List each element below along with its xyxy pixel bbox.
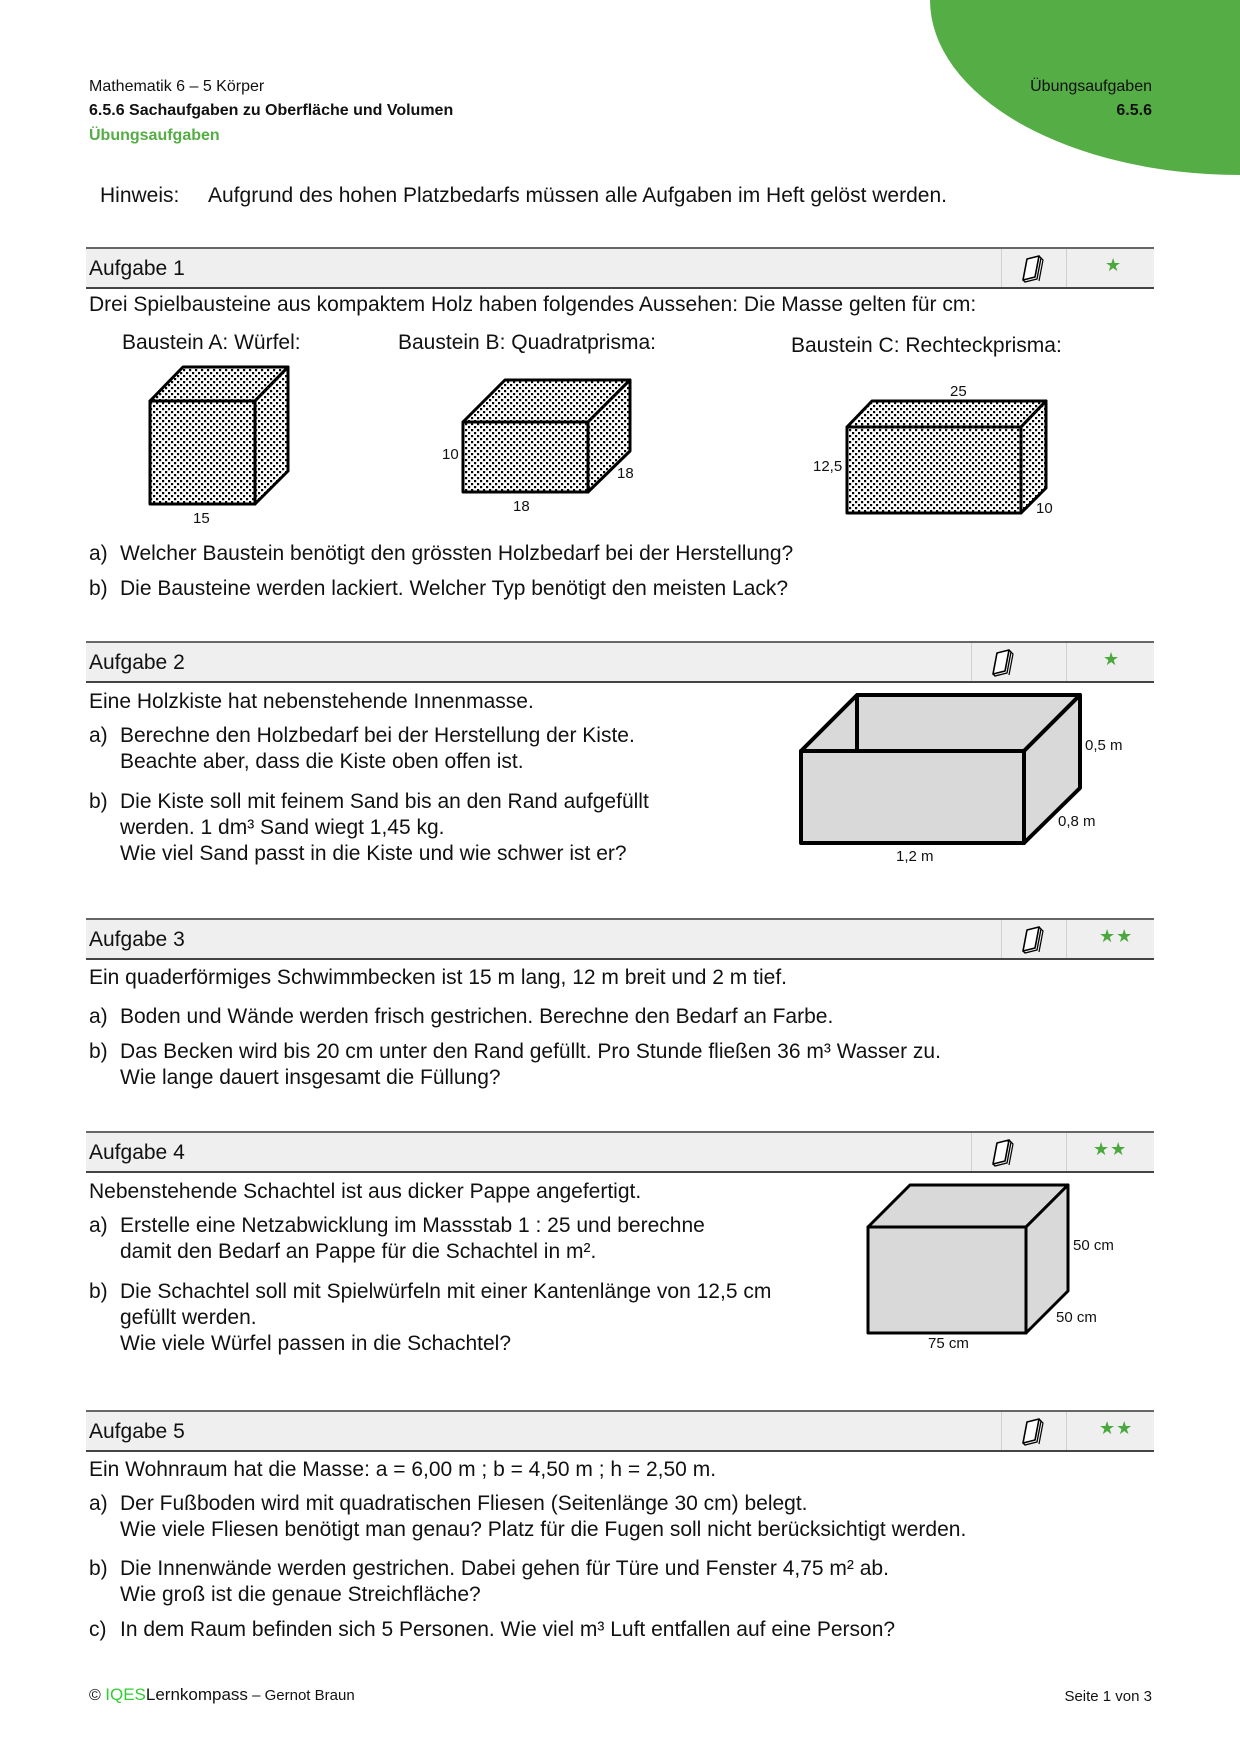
item-text: Wie groß ist die genaue Streichfläche? bbox=[120, 1583, 481, 1606]
item-text: Die Innenwände werden gestrichen. Dabei gehen für Türe und Fenster 4,75 m² ab. bbox=[120, 1557, 889, 1580]
task-title: Aufgabe 5 bbox=[89, 1420, 185, 1443]
box-depth-label: 50 cm bbox=[1056, 1309, 1097, 1326]
item-text: Der Fußboden wird mit quadratischen Fliesen (Seitenlänge 30 cm) belegt. bbox=[120, 1492, 808, 1515]
task-intro: Ein quaderförmiges Schwimmbecken ist 15 m lang, 12 m breit und 2 m tief. bbox=[89, 966, 787, 989]
task-5-item-c bbox=[89, 1617, 1149, 1643]
block-a-label: Baustein A: Würfel: bbox=[122, 331, 301, 354]
task-intro: Eine Holzkiste hat nebenstehende Innenmasse. bbox=[89, 690, 534, 713]
item-text: Berechne den Holzbedarf bei der Herstellung der Kiste. bbox=[120, 724, 635, 747]
brand-lernkompass: Lernkompass bbox=[145, 1685, 248, 1704]
item-text: Wie viel Sand passt in die Kiste und wie schwer ist er? bbox=[120, 842, 627, 865]
task-intro: Ein Wohnraum hat die Masse: a = 6,00 m ; b = 4,50 m ; h = 2,50 m. bbox=[89, 1458, 717, 1481]
item-letter: c) bbox=[89, 1618, 107, 1641]
box-length-label: 75 cm bbox=[928, 1335, 969, 1352]
difficulty-stars: ★ bbox=[1103, 649, 1121, 669]
task-5-header bbox=[86, 1410, 1154, 1452]
block-c-height: 12,5 bbox=[813, 458, 843, 475]
brand-iqes: IQES bbox=[105, 1685, 146, 1704]
box-height-label: 50 cm bbox=[1073, 1237, 1114, 1254]
course-title: Mathematik 6 – 5 Körper bbox=[89, 78, 265, 95]
difficulty-stars: ★★ bbox=[1093, 1139, 1128, 1159]
item-text: Die Bausteine werden lackiert. Welcher Typ benötigt den meisten Lack? bbox=[120, 577, 789, 600]
item-text: Die Kiste soll mit feinem Sand bis an den Rand aufgefüllt bbox=[120, 790, 649, 813]
item-letter: a) bbox=[89, 542, 108, 565]
footer-credit bbox=[89, 1685, 355, 1705]
item-letter: a) bbox=[89, 1214, 108, 1237]
block-c-length: 25 bbox=[950, 383, 967, 400]
difficulty-stars: ★★ bbox=[1099, 1418, 1134, 1438]
badge-type: Übungsaufgaben bbox=[1030, 78, 1152, 95]
box-height-label: 0,5 m bbox=[1085, 737, 1123, 754]
task-5-item-a bbox=[89, 1491, 1149, 1543]
item-text: Wie lange dauert insgesamt die Füllung? bbox=[120, 1066, 501, 1089]
box-depth-label: 0,8 m bbox=[1058, 813, 1096, 830]
page-number: Seite 1 von 3 bbox=[1064, 1688, 1152, 1705]
item-text: Erstelle eine Netzabwicklung im Massstab 1 : 25 und berechne bbox=[120, 1214, 705, 1237]
notebook-icon bbox=[1019, 1418, 1049, 1446]
item-letter: b) bbox=[89, 1040, 108, 1063]
task-title: Aufgabe 2 bbox=[89, 651, 185, 674]
hint-text: Aufgrund des hohen Platzbedarfs müssen alle Aufgaben im Heft gelöst werden. bbox=[208, 184, 947, 207]
block-b-length: 18 bbox=[513, 498, 530, 515]
task-intro: Drei Spielbausteine aus kompaktem Holz haben folgendes Aussehen: Die Masse gelten für cm: bbox=[89, 293, 977, 316]
block-b-height: 10 bbox=[442, 446, 459, 463]
task-title: Aufgabe 3 bbox=[89, 928, 185, 951]
item-text: Boden und Wände werden frisch gestrichen. Berechne den Bedarf an Farbe. bbox=[120, 1005, 834, 1028]
item-text: Das Becken wird bis 20 cm unter den Rand gefüllt. Pro Stunde fließen 36 m³ Wasser zu. bbox=[120, 1040, 941, 1063]
task-5-item-b bbox=[89, 1556, 1149, 1608]
item-letter: a) bbox=[89, 1492, 108, 1515]
task-title: Aufgabe 1 bbox=[89, 257, 185, 280]
item-letter: b) bbox=[89, 790, 108, 813]
task-intro: Nebenstehende Schachtel ist aus dicker Pappe angefertigt. bbox=[89, 1180, 642, 1203]
item-letter: a) bbox=[89, 1005, 108, 1028]
item-text: Wie viele Würfel passen in die Schachtel? bbox=[120, 1332, 512, 1355]
task-title: Aufgabe 4 bbox=[89, 1141, 185, 1164]
badge-number: 6.5.6 bbox=[1116, 102, 1152, 119]
block-b-depth: 18 bbox=[617, 465, 634, 482]
item-text: Welcher Baustein benötigt den grössten Holzbedarf bei der Herstellung? bbox=[120, 542, 794, 565]
box-length-label: 1,2 m bbox=[896, 848, 934, 865]
item-text: damit den Bedarf an Pappe für die Schachtel in m². bbox=[120, 1240, 597, 1263]
hint-label: Hinweis: bbox=[100, 184, 180, 207]
block-c-label: Baustein C: Rechteckprisma: bbox=[791, 334, 1062, 357]
item-text: Beachte aber, dass die Kiste oben offen ist. bbox=[120, 750, 524, 773]
item-text: Die Schachtel soll mit Spielwürfeln mit einer Kantenlänge von 12,5 cm bbox=[120, 1280, 772, 1303]
worksheet-type: Übungsaufgaben bbox=[89, 127, 220, 144]
chapter-title: 6.5.6 Sachaufgaben zu Oberfläche und Volumen bbox=[89, 102, 454, 119]
item-letter: b) bbox=[89, 1280, 108, 1303]
item-letter: a) bbox=[89, 724, 108, 747]
divider bbox=[1001, 1412, 1002, 1450]
author: – Gernot Braun bbox=[247, 1687, 355, 1704]
item-text: gefüllt werden. bbox=[120, 1306, 257, 1329]
difficulty-stars: ★★ bbox=[1099, 926, 1134, 946]
item-letter: b) bbox=[89, 1557, 108, 1580]
block-a-edge: 15 bbox=[193, 510, 210, 527]
item-text: Wie viele Fliesen benötigt man genau? Platz für die Fugen soll nicht berücksichtigt werden. bbox=[120, 1518, 967, 1541]
block-c-depth: 10 bbox=[1036, 500, 1053, 517]
item-text: werden. 1 dm³ Sand wiegt 1,45 kg. bbox=[120, 816, 445, 839]
divider bbox=[1066, 1412, 1067, 1450]
block-b-label: Baustein B: Quadratprisma: bbox=[398, 331, 656, 354]
item-letter: b) bbox=[89, 577, 108, 600]
difficulty-stars: ★ bbox=[1105, 255, 1123, 275]
copyright-icon: © bbox=[89, 1687, 101, 1704]
item-text: In dem Raum befinden sich 5 Personen. Wie viel m³ Luft entfallen auf eine Person? bbox=[120, 1618, 896, 1641]
